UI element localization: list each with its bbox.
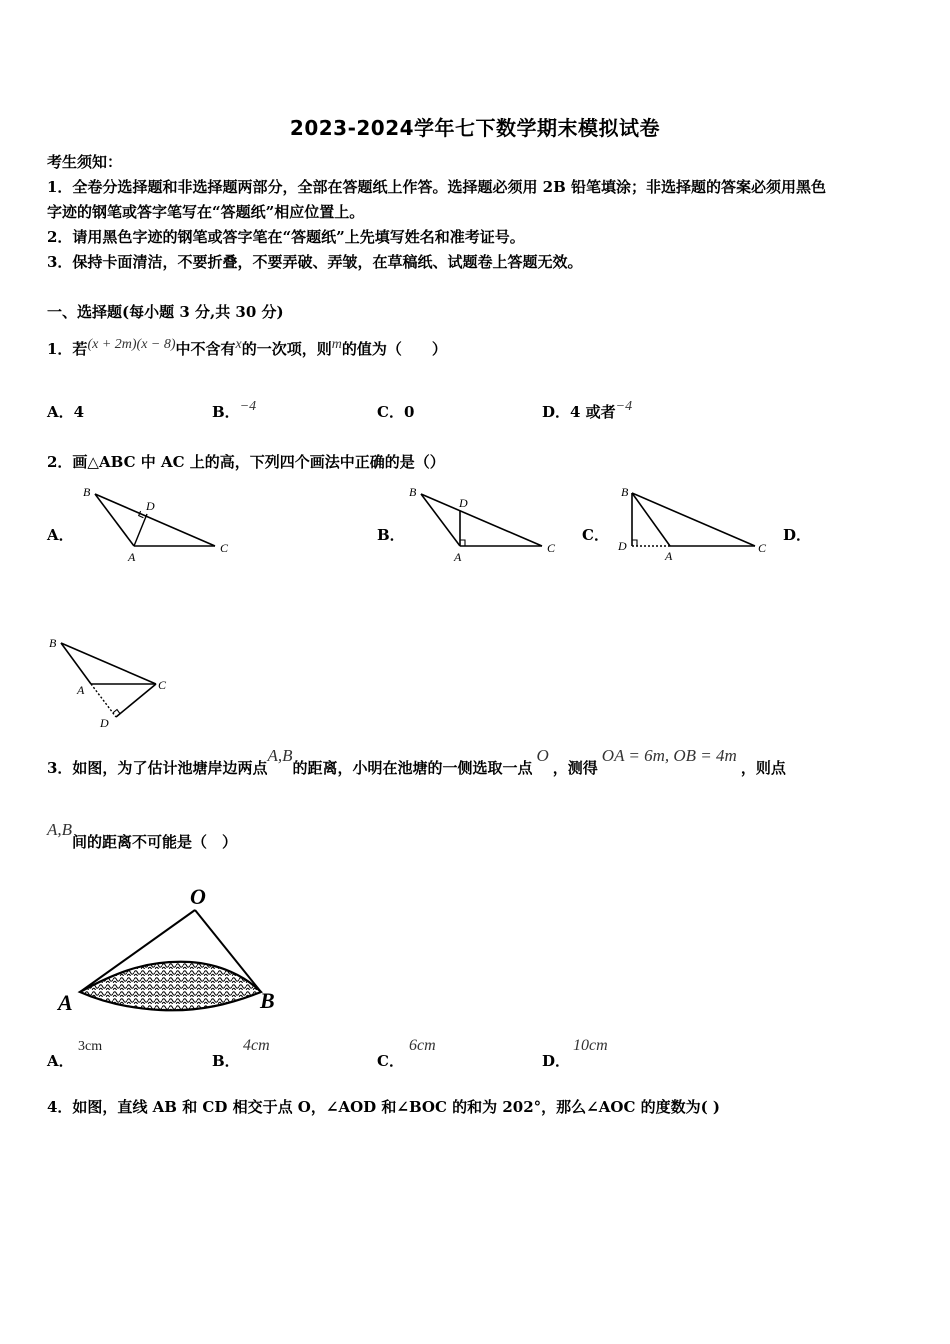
q1-option-c[interactable]: C．0 <box>377 403 415 421</box>
fig-b-label-b: B <box>409 485 417 499</box>
fig-c-label-a: A <box>665 549 673 563</box>
q3-option-d-value: 10cm <box>573 1037 608 1054</box>
question-3-line-2 <box>47 820 238 852</box>
fig-a-height <box>134 514 147 546</box>
fig-d-label-c: C <box>158 678 167 692</box>
q2-figure-b <box>404 482 574 564</box>
q3-mid-1: 的距离，小明在池塘的一侧选取一点 <box>292 759 533 777</box>
q2-option-c[interactable]: C． <box>582 526 609 544</box>
question-4: 4．如图，直线 AB 和 CD 相交于点 O，∠AOD 和∠BOC 的和为 202°，那么∠AOC 的度数为( ) <box>47 1098 721 1116</box>
q1-option-b-label: B． <box>212 403 240 421</box>
q1-option-d[interactable] <box>542 401 632 422</box>
fig-b-label-a: A <box>454 550 462 564</box>
q3-option-b[interactable]: B． <box>212 1052 240 1070</box>
q1-var-m: m <box>331 337 342 352</box>
fig-d-label-d: D <box>100 716 109 730</box>
notice-item-1-line-1: 1．全卷分选择题和非选择题两部分，全部在答题纸上作答。选择题必须用 2B 铅笔填涂；非选择题的答案必须用黑色 <box>47 178 827 196</box>
fig-d-extension <box>91 684 116 717</box>
q1-option-b-value: −4 <box>239 399 257 414</box>
notice-item-1-line-2: 字迹的钢笔或答字笔写在“答题纸”相应位置上。 <box>47 203 365 221</box>
q1-option-d-value: −4 <box>615 399 633 414</box>
q3-option-b-value: 4cm <box>243 1037 270 1054</box>
fig-a-label-b: B <box>83 485 91 499</box>
section-heading: 一、选择题(每小题 3 分,共 30 分) <box>47 303 284 321</box>
q3-mid-2: ，测得 <box>552 759 598 777</box>
fig-a-label-a: A <box>128 550 136 564</box>
pond-shape <box>80 962 261 1011</box>
q3-option-a-value: 3cm <box>78 1039 103 1054</box>
q1-option-a[interactable]: A．4 <box>47 403 85 421</box>
q2-figure-a <box>78 482 248 564</box>
fig-c-label-c: C <box>758 541 767 555</box>
fig-d-right-angle-mark <box>113 710 120 714</box>
q2-option-b[interactable]: B． <box>377 526 405 544</box>
q1-option-d-label: D．4 或者 <box>542 403 616 421</box>
notice-item-2: 2．请用黑色字迹的钢笔或答字笔在“答题纸”上先填写姓名和准考证号。 <box>47 228 525 246</box>
question-3-line-1 <box>47 746 786 778</box>
q3-mid-3: ，则点 <box>740 759 786 777</box>
q2-option-d[interactable]: D． <box>783 526 812 544</box>
q3-ab: A,B <box>267 746 293 765</box>
q1-var-x: x <box>235 337 242 352</box>
q2-option-a[interactable]: A． <box>47 526 74 544</box>
q3-option-c-value: 6cm <box>409 1037 436 1054</box>
fig-a-side-bc <box>95 494 215 546</box>
q1-prefix: 1．若 <box>47 340 88 358</box>
q3-option-a[interactable]: A． <box>47 1052 74 1070</box>
fig-a-label-d: D <box>146 499 155 513</box>
fig-c-label-d: D <box>618 539 627 553</box>
q3-prefix: 3．如图，为了估计池塘岸边两点 <box>47 759 268 777</box>
fig-d-height <box>116 684 156 717</box>
q3-line-2-ab: A,B <box>47 820 73 839</box>
q1-mid-1: 中不含有 <box>175 340 236 358</box>
q3-option-d[interactable]: D． <box>542 1052 571 1070</box>
fig-d-label-b: B <box>49 636 57 650</box>
q3-option-c[interactable]: C． <box>377 1052 404 1070</box>
q3-figure-pond <box>50 878 290 1018</box>
fig-a-label-c: C <box>220 541 229 555</box>
figure-label-b: B <box>260 988 275 1013</box>
figure-label-a: A <box>58 990 73 1015</box>
fig-b-label-c: C <box>547 541 556 555</box>
q1-option-b[interactable] <box>212 401 256 422</box>
fig-b-side-bc <box>421 494 542 546</box>
q3-line-2-suffix: 间的距离不可能是（ ） <box>72 833 238 851</box>
fig-d-label-a: A <box>77 683 85 697</box>
notice-heading: 考生须知： <box>47 153 123 171</box>
question-1 <box>47 338 447 359</box>
page-title: 2023-2024学年七下数学期末模拟试卷 <box>289 116 661 140</box>
q1-expression: (x + 2m)(x − 8) <box>87 337 176 352</box>
q1-mid-2: 的一次项，则 <box>241 340 332 358</box>
fig-b-label-d: D <box>459 496 468 510</box>
q3-measure: OA = 6m, OB = 4m <box>601 746 737 765</box>
notice-item-3: 3．保持卡面清洁，不要折叠，不要弄破、弄皱，在草稿纸、试题卷上答题无效。 <box>47 253 583 271</box>
figure-label-o: O <box>190 884 206 909</box>
q1-suffix: 的值为（ ） <box>341 340 447 358</box>
q3-o: O <box>536 746 549 765</box>
fig-c-label-b: B <box>621 485 629 499</box>
q2-figure-c <box>612 482 782 564</box>
question-2: 2．画△ABC 中 AC 上的高，下列四个画法中正确的是（） <box>47 453 445 471</box>
q2-figure-d <box>46 632 176 732</box>
